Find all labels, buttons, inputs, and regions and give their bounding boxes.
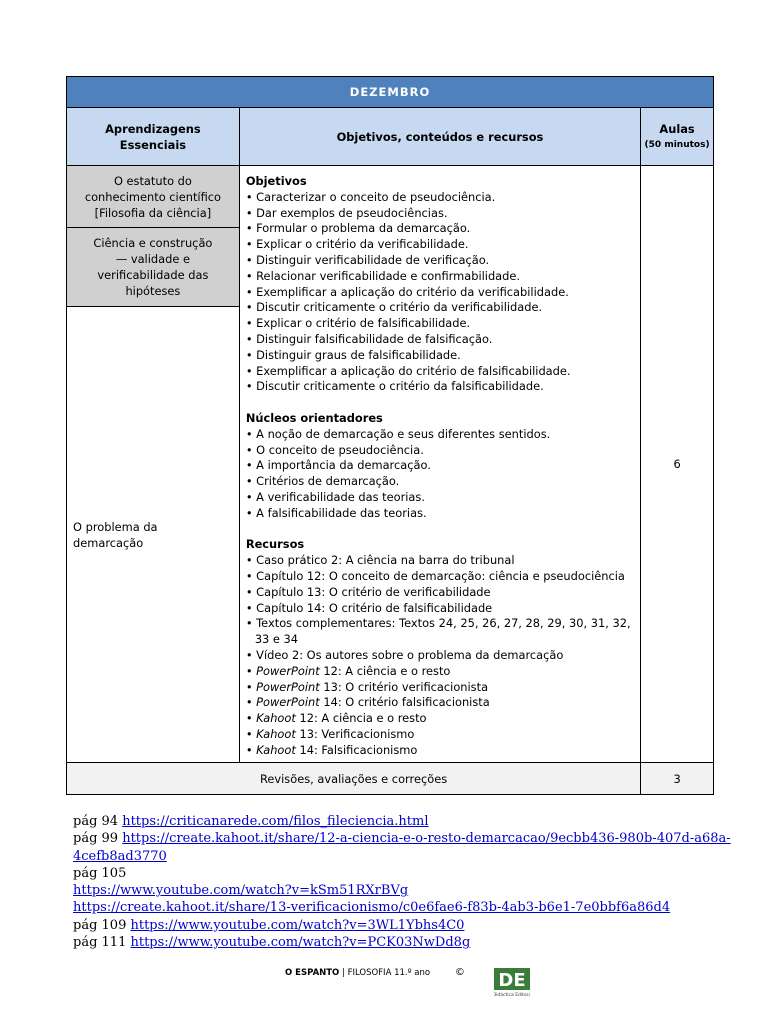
objetivo-item: • Relacionar verificabilidade e confirmabilidade. [245,268,521,283]
col-header-aulas [641,108,714,166]
link-list [73,813,768,951]
objetivo-item: • Formular o problema da demarcação. [245,221,471,236]
objetivo-item: • Explicar o critério da verificabilidade. [245,237,469,252]
recurso-item: • Capítulo 13: O critério de verificabilidade [245,584,491,599]
col-header-aulas-sub: (50 minutos) [644,139,710,150]
resource-link[interactable]: https://create.kahoot.it/share/13-verificacionismo/c0e6fae6-f83b-4ab3-b6e1-7e0bbf6a86d4 [73,900,671,916]
logo-small-text: Didáctica Editora [494,993,530,998]
planning-table [66,76,714,795]
content-cell [239,166,640,763]
objetivo-item: • Distinguir graus de falsificabilidade. [245,347,461,362]
page-ref: pág 99 [73,831,123,847]
aulas-cell: 6 [641,166,714,763]
recurso-item: • PowerPoint 13: O critério verificacionista [245,679,489,694]
recurso-item: • PowerPoint 14: O critério falsificacionista [245,695,490,710]
link-row [73,882,768,899]
copyright-symbol: © [454,967,465,978]
link-row [73,917,768,934]
revisoes-cell: Revisões, avaliações e correções [67,763,641,795]
recurso-item: • Vídeo 2: Os autores sobre o problema da demarcação [245,647,564,662]
recursos-title: Recursos [245,537,305,552]
nucleos-list [246,427,634,522]
col-header-aulas-title: Aulas [659,121,695,136]
recurso-item: • Capítulo 12: O conceito de demarcação: ciência e pseudociência [245,568,625,583]
objetivos-title: Objetivos [245,174,307,188]
objetivo-item: • Discutir criticamente o critério da verificabilidade. [245,300,543,315]
recurso-item: • Kahoot 13: Verificacionismo [245,726,415,741]
resource-link[interactable]: https://www.youtube.com/watch?v=kSm51RXrBVg [73,883,409,899]
objetivo-item: • Exemplificar a aplicação do critério da verificabilidade. [245,284,569,299]
objetivo-item: • Explicar o critério de falsificabilidade. [245,316,471,331]
resource-link[interactable]: https://www.youtube.com/watch?v=3WL1Ybhs4C0 [130,917,465,933]
objetivo-item: • Discutir criticamente o critério da falsificabilidade. [245,379,544,394]
footer-brand: O ESPANTO [285,968,340,978]
nucleos-title: Núcleos orientadores [245,410,383,425]
page-ref: pág 94 [73,814,123,829]
footer-separator: | [339,968,348,978]
publisher-logo [494,966,530,998]
nucleo-item: • A noção de demarcação e seus diferentes sentidos. [245,426,551,441]
footer-subject: FILOSOFIA 11.º ano [347,968,431,978]
objetivo-item: • Exemplificar a aplicação do critério de falsificabilidade. [245,363,571,378]
page-ref: pág 105 [73,865,127,881]
resource-link[interactable]: https://criticanarede.com/filos_fileciencia.html [122,814,429,829]
link-row [73,813,768,830]
objetivo-item: • Distinguir verificabilidade de verificação. [245,252,490,267]
col-header-objetivos: Objetivos, conteúdos e recursos [239,108,640,166]
left-cell-ciencia-text: Ciência e construção — validade e verificabilidade das hipóteses [93,236,213,298]
nucleo-item: • A importância da demarcação. [245,458,431,473]
recursos-list [246,553,634,758]
left-cell-demarcacao-text: O problema da demarcação [73,519,158,550]
left-cell-demarcacao [67,307,240,763]
col-header-aprendizagens [67,108,240,166]
link-row [73,830,768,865]
nucleo-item: • A falsificabilidade das teorias. [245,505,427,520]
objetivos-list [246,190,634,395]
resource-link[interactable]: https://www.youtube.com/watch?v=PCK03NwDd8g [130,935,471,951]
recurso-item: • Kahoot 12: A ciência e o resto [245,711,427,726]
recurso-item: • Kahoot 14: Falsificacionismo [245,742,418,757]
left-cell-estatuto-text: O estatuto do conhecimento científico [Filosofia da ciência] [84,173,221,220]
month-header: DEZEMBRO [67,77,714,108]
link-row [73,899,768,916]
page-ref: pág 109 [73,917,131,933]
col-header-aprendizagens-text: Aprendizagens Essenciais [105,121,201,152]
logo-letters: DE [498,970,526,991]
objetivo-item: • Caracterizar o conceito de pseudociência. [245,189,496,204]
recurso-item: • Capítulo 14: O critério de falsificabilidade [245,600,493,615]
link-row [73,934,768,951]
revisoes-aulas-cell: 3 [641,763,714,795]
left-cell-estatuto [67,166,240,228]
recurso-item: • PowerPoint 12: A ciência e o resto [245,663,451,678]
page-ref: pág 111 [73,935,131,951]
nucleo-item: • A verificabilidade das teorias. [245,489,425,504]
link-row [73,865,768,882]
page-footer [285,967,465,978]
nucleo-item: • Critérios de demarcação. [245,474,400,489]
recurso-item: • Textos complementares: Textos 24, 25, 26, 27, 28, 29, 30, 31, 32, 33 e 34 [245,616,631,647]
objetivo-item: • Distinguir falsificabilidade de falsificação. [245,331,493,346]
left-cell-ciencia [67,228,240,307]
publisher-logo-icon [494,966,530,998]
recurso-item: • Caso prático 2: A ciência na barra do tribunal [245,553,515,568]
resource-link[interactable]: https://create.kahoot.it/share/12-a-ciencia-e-o-resto-demarcacao/9ecbb436-980b-407d-a68a-4cefb8ad3770 [73,831,731,864]
objetivo-item: • Dar exemplos de pseudociências. [245,205,448,220]
nucleo-item: • O conceito de pseudociência. [245,442,424,457]
